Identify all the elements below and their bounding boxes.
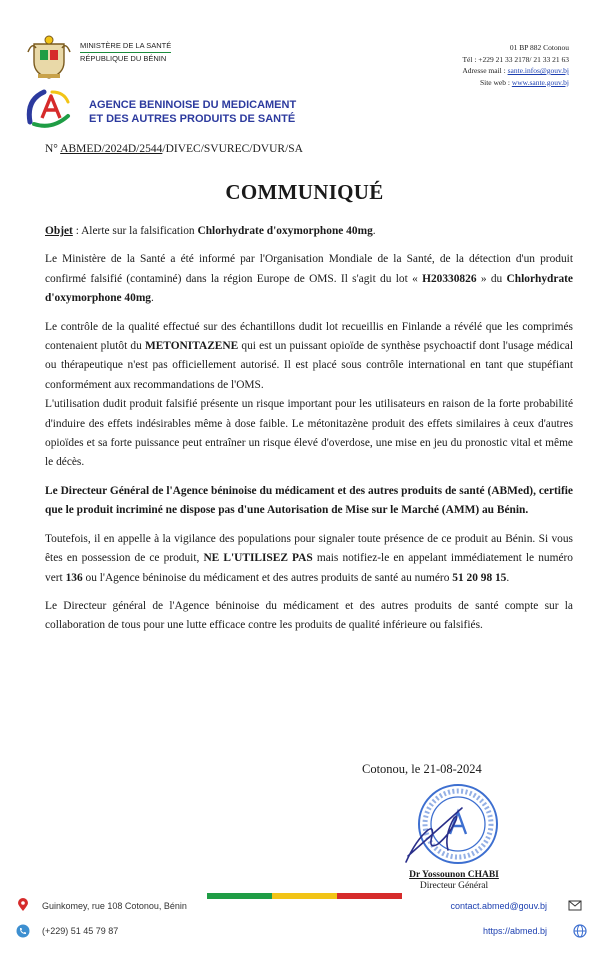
ministry-contact-block: [462, 42, 569, 88]
object-line: [45, 222, 573, 241]
p5-text-2: mais notifiez-le en appelant immédiatement le numéro vert: [45, 552, 573, 584]
ministry-site-link[interactable]: www.sante.gouv.bj: [511, 77, 569, 87]
agency-name-line1: AGENCE BENINOISE DU MEDICAMENT: [89, 99, 297, 111]
agency-name-line2: ET DES AUTRES PRODUITS DE SANTÉ: [89, 113, 296, 125]
reference-prefix: N°: [45, 143, 61, 155]
ministry-site-line: [462, 77, 569, 89]
handwritten-signature: [398, 800, 478, 870]
object-text: : Alerte sur la falsification: [72, 225, 198, 237]
communique-body: [45, 222, 573, 636]
mail-icon: [568, 898, 582, 912]
object-product: Chlorhydrate d'oxymorphone 40mg: [197, 225, 373, 237]
substance-name: METONITAZENE: [144, 340, 239, 353]
paragraph-2: [45, 318, 573, 396]
footer-phone: (+229) 51 45 79 87: [42, 926, 119, 936]
signatory-name: Dr Yossounon CHABI: [409, 870, 499, 880]
place-and-date: Cotonou, le 21-08-2024: [362, 762, 482, 776]
p1-end: .: [151, 292, 154, 305]
paragraph-1: [45, 250, 573, 308]
p1-text: Le Ministère de la Santé a été informé par l'Organisation Mondiale de la Santé, de la détection d'un produit confirmé falsifié (contaminé) dans la région Europe de OMS. Il s'agit du lot «: [45, 253, 573, 285]
reference-number: [45, 143, 303, 155]
green-number: 136: [65, 571, 83, 584]
object-label: Objet: [45, 225, 73, 237]
object-end: .: [372, 225, 376, 237]
po-box: 01 BP 882 Cotonou: [509, 43, 569, 52]
document-title: COMMUNIQUÉ: [225, 180, 384, 204]
pin-icon: [16, 898, 30, 912]
ministry-email-line: [462, 65, 569, 77]
p1-product: Chlorhydrate d'oxymorphone 40mg: [45, 272, 573, 305]
agency-phone-number: 51 20 98 15: [452, 571, 507, 584]
ministry-header-text: [80, 40, 171, 65]
globe-icon: [573, 924, 587, 938]
benin-coat-of-arms-emblem: [26, 34, 72, 80]
paragraph-5: [45, 530, 573, 588]
reference-suffix: /DIVEC/SVUREC/DVUR/SA: [162, 143, 303, 155]
ministry-phone: Tél : +229 21 33 2178/ 21 33 21 63: [462, 54, 569, 64]
paragraph-6: Le Directeur général de l'Agence béninoise du médicament et des autres produits de santé compte sur la collaboration de tous pour une lutte efficace contre les produits de qualité inférieure ou falsifiés.: [45, 599, 573, 632]
p2-text-2: qui est un puissant opioïde de synthèse psychoactif dont l'usage médical ou thérapeutique n'est pas officiellement autorisé. Il est placé sous contrôle international en tant que stupéfiant conformément aux recommandations de l'OMS.: [45, 340, 573, 391]
p5-text: Toutefois, il en appelle à la vigilance des populations pour signaler toute présence de ce produit au Bénin. Si vous êtes en possession de ce produit,: [45, 532, 573, 565]
footer-address: Guinkomey, rue 108 Cotonou, Bénin: [42, 901, 187, 911]
p2-text: Le contrôle de la qualité effectué sur des échantillons dudit lot recueillis en Finlande a révélé que les comprimés contenaient plutôt du: [45, 320, 573, 353]
paragraph-4-certification: Le Directeur Général de l'Agence béninoise du médicament et des autres produits de santé (ABMed), certifie que le produit incriminé ne dispose pas d'une Autorisation de Mise sur le Marché (AMM) au Bénin.: [45, 484, 573, 517]
flag-yellow-segment: [272, 893, 337, 899]
footer-site-link[interactable]: https://abmed.bj: [482, 926, 547, 936]
p5-text-3: ou l'Agence béninoise du médicament et des autres produits de santé au numéro: [82, 571, 453, 584]
do-not-use-warning: NE L'UTILISEZ PAS: [203, 552, 313, 565]
paragraph-3: L'utilisation dudit produit falsifié présente un risque important pour les utilisateurs en raison de la forte probabilité d'induire des effets indésirables même à dose faible. Le métonitazène produit des effets similaires à ceux d'autres opioïdes et sa forte puissance peut entraîner un risque élevé d'overdose, une mise en jeu du pronostic vital et même le décès.: [45, 398, 573, 469]
abmed-logo: [24, 86, 74, 130]
p5-end: .: [506, 571, 510, 584]
flag-color-bar: [207, 893, 402, 899]
agency-name: [89, 98, 296, 126]
reference-code: ABMED/2024D/2544: [60, 143, 163, 155]
ministry-email-link[interactable]: sante.infos@gouv.bj: [507, 66, 569, 75]
flag-red-segment: [337, 893, 402, 899]
signatory-block: [384, 870, 524, 892]
signatory-role: Directeur Général: [419, 881, 489, 891]
ministry-name: MINISTÈRE DE LA SANTÉ: [80, 40, 171, 53]
email-label: Adresse mail :: [462, 66, 508, 75]
footer-email-link[interactable]: contact.abmed@gouv.bj: [450, 901, 547, 911]
p1-text-2: » du: [476, 272, 507, 285]
site-label: Site web :: [479, 77, 512, 87]
lot-number: H20330826: [422, 272, 477, 285]
flag-green-segment: [207, 893, 272, 899]
republic-name: RÉPUBLIQUE DU BÉNIN: [80, 54, 167, 63]
phone-icon: [16, 924, 30, 938]
